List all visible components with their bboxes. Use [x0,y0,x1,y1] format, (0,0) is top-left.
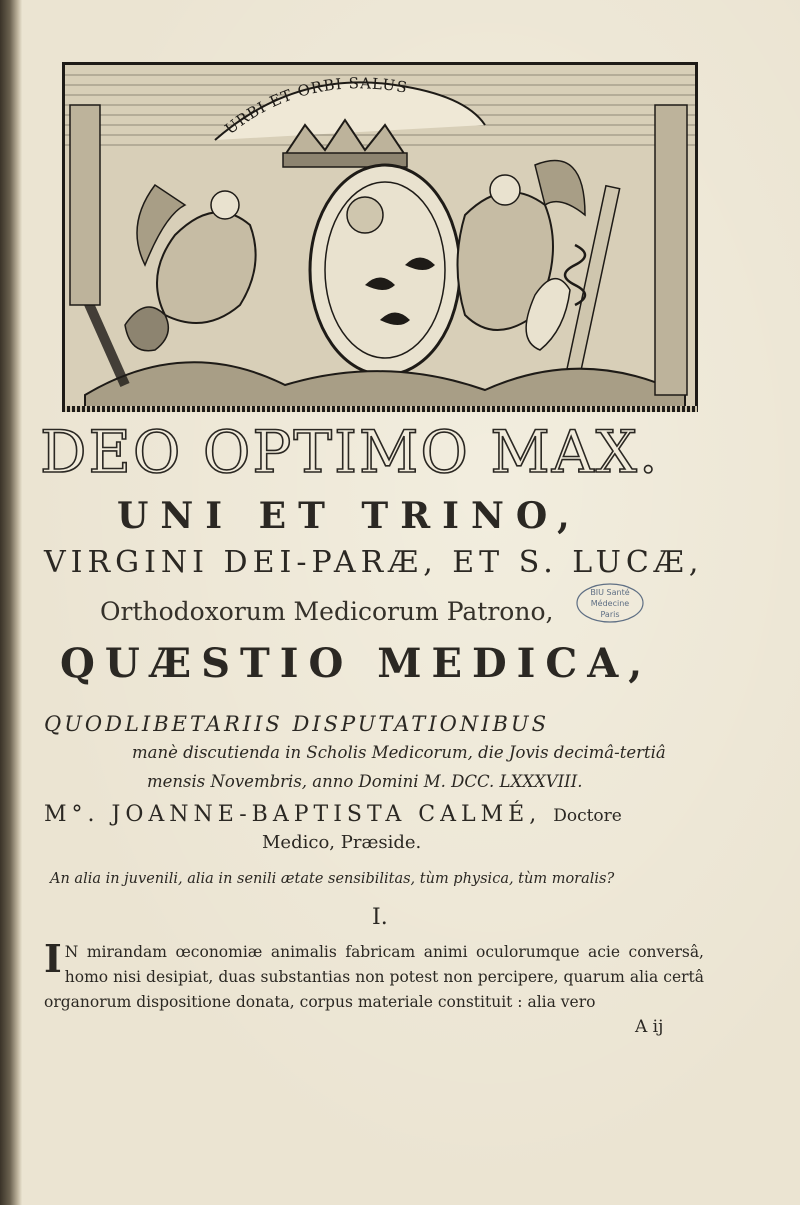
right-column [655,105,687,395]
woodcut-illustration [62,62,698,412]
presider-role: Medico, Præside. [262,832,422,853]
presider-name: M°. JOANNE-BAPTISTA CALMÉ, [44,802,542,827]
body-paragraph [44,936,704,1015]
main-title: QUÆSTIO MEDICA, [60,640,653,687]
svg-text:Paris: Paris [600,610,620,619]
presider-line [44,802,704,827]
sun-emblem [347,197,383,233]
library-stamp [575,582,645,624]
book-binding-edge [0,0,22,1205]
document-page [22,0,800,1205]
stamp-seal [575,582,645,624]
signature-mark: A ij [635,1017,664,1037]
ornamental-rule [62,406,698,412]
svg-text:Médecine: Médecine [590,599,630,608]
dedication-line-2: UNI ET TRINO, [117,495,582,537]
svg-text:BIU Santé: BIU Santé [590,588,630,597]
drop-cap: I [44,936,62,981]
body-text: N mirandam œconomiæ animalis fabricam animi oculorumque acie conversâ, homo nisi desipiat, duas substantias non potest non percipere, quarum alia certâ organorum dispositione donata, corpus materiale constituit : alia vero [44,943,704,1011]
motto-text: URBI ET ORBI SALUS [221,74,410,139]
dedication-line-4: Orthodoxorum Medicorum Patrono, [100,597,554,626]
dedication-line-3: VIRGINI DEI-PARÆ, ET S. LUCÆ, [44,545,704,580]
dedication-line-1: DEO OPTIMO MAX. [40,418,660,486]
date-line-1: manè discutienda in Scholis Medicorum, die Jovis decimâ-tertiâ [132,743,666,762]
date-line-2: mensis Novembris, anno Domini M. DCC. LXXXVIII. [147,772,583,791]
coat-of-arms-shield [310,165,460,375]
left-column [70,105,100,305]
section-number: I. [372,905,388,930]
disputation-heading: QUODLIBETARIIS DISPUTATIONIBUS [44,712,550,736]
thesis-question: An alia in juvenili, alia in senili ætate sensibilitas, tùm physica, tùm moralis? [50,871,615,887]
woodcut-drawing [65,65,695,409]
presider-title: Doctore [553,806,622,826]
